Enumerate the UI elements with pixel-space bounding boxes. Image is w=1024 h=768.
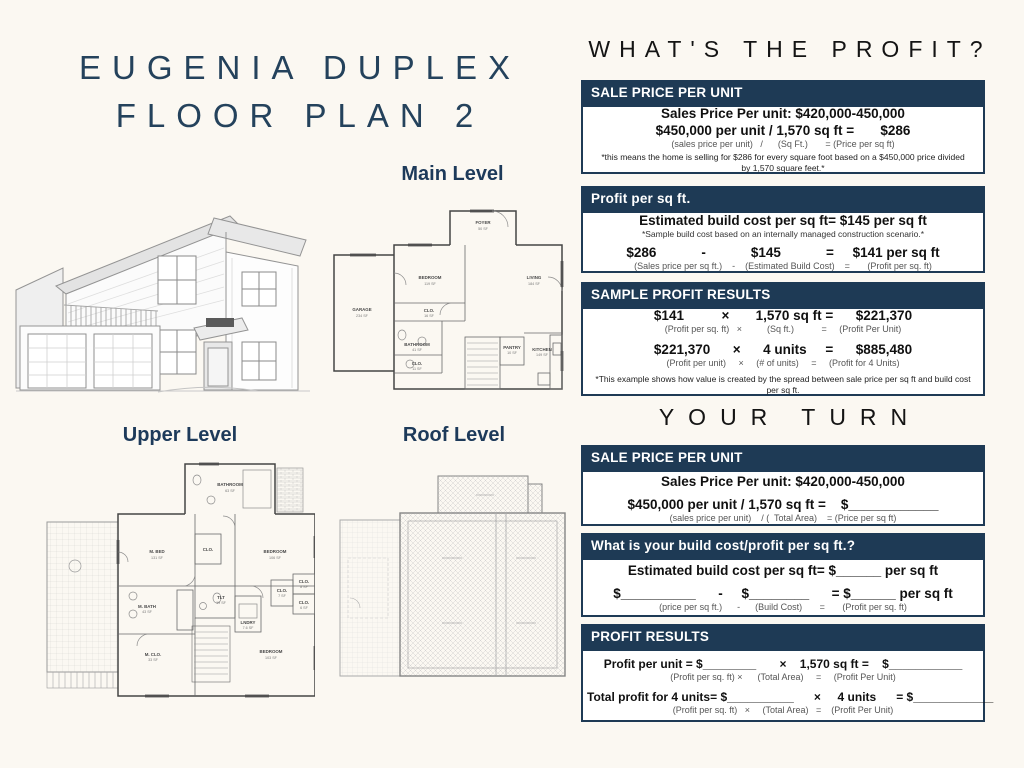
room-label: BEDROOM: [418, 275, 442, 280]
door-arcs: [118, 516, 263, 646]
your-price-equation-blank[interactable]: $450,000 per unit / 1,570 sq ft = $____________: [627, 496, 939, 512]
profit-results-header: PROFIT RESULTS: [581, 624, 985, 649]
total-profit-equation: $221,370 × 4 units = $885,480: [653, 341, 913, 357]
your-profit-per-unit-labels: (Profit per sq. ft) × (Total Area) = (Profit Per Unit): [670, 671, 896, 682]
svg-text:41 SF: 41 SF: [412, 348, 422, 352]
document-title-line1: EUGENIA DUPLEX: [79, 49, 521, 86]
profit-equation-labels: (Sales price per sq ft.) - (Estimated Build Cost) = (Profit per sq. ft): [634, 261, 932, 271]
total-profit-equation-labels: (Profit per unit) × (# of units) = (Profit for 4 Units): [666, 357, 900, 368]
room-label: BEDROOM: [259, 649, 283, 654]
room-label: CLO.: [298, 579, 310, 584]
sale-price-box: [581, 80, 985, 174]
room-label: LIVING: [526, 275, 542, 280]
stair-treads: [192, 626, 230, 682]
your-turn-title: YOUR TURN: [658, 404, 922, 430]
svg-text:234 SF: 234 SF: [356, 314, 368, 318]
roof-level-plan: [338, 458, 570, 700]
room-label: TLT: [217, 595, 225, 600]
upper-window: [158, 256, 196, 304]
svg-text:103 SF: 103 SF: [265, 656, 277, 660]
svg-text:7 SF: 7 SF: [278, 594, 286, 598]
room-label: M. BATH: [138, 604, 156, 609]
tower-lower-window: [242, 342, 276, 380]
room-label: PANTRY: [503, 345, 521, 350]
svg-text:11 SF: 11 SF: [412, 367, 422, 371]
main-level-label: Main Level: [401, 163, 504, 185]
room-label: CLO.: [423, 308, 435, 313]
svg-text:149 SF: 149 SF: [536, 353, 548, 357]
your-build-cost-header: What is your build cost/profit per sq ft.?: [581, 533, 985, 558]
upper-level-label: Upper Level: [122, 424, 238, 446]
room-label: CLO.: [202, 547, 214, 552]
deck: [47, 522, 118, 672]
your-sales-price-line: Sales Price Per unit: $420,000-450,000: [661, 473, 905, 489]
room-label: FOYER: [475, 220, 491, 225]
your-total-profit-labels: (Profit per sq. ft) × (Total Area) = (Profit Per Unit): [672, 704, 894, 715]
svg-text:10 SF: 10 SF: [507, 351, 517, 355]
profit-per-sqft-box: [581, 186, 985, 273]
sale-price-footnote: *this means the home is selling for $286 for every square foot based on a $450,000 price divided by 1,570 square feet.*: [601, 151, 965, 173]
profit-per-unit-equation-labels: (Profit per sq. ft) × (Sq ft.) = (Profit Per Unit): [664, 323, 902, 334]
room-label: M. CLO.: [144, 652, 162, 657]
windows: [350, 210, 563, 371]
main-level-plan: [332, 203, 570, 401]
your-profit-equation-blank[interactable]: $__________ - $________ = $______ per sq ft: [613, 586, 953, 601]
garage-door: [28, 334, 86, 388]
sample-profit-results-header: SAMPLE PROFIT RESULTS: [581, 282, 985, 307]
whats-the-profit-title: WHAT'S THE PROFIT?: [588, 36, 992, 62]
room-label: CLO.: [276, 588, 288, 593]
garage-door: [94, 334, 152, 388]
svg-text:106 SF: 106 SF: [269, 556, 281, 560]
room-label: GARAGE: [352, 307, 372, 312]
build-cost-line: Estimated build cost per sq ft= $145 per sq ft: [639, 213, 927, 228]
your-build-cost-line-blank[interactable]: Estimated build cost per sq ft= $______ per sq ft: [627, 563, 939, 578]
room-label: BEDROOM: [263, 549, 287, 554]
profit-per-unit-equation: $141 × 1,570 sq ft = $221,370: [653, 307, 913, 323]
sale-price-box-header: SALE PRICE PER UNIT: [581, 80, 985, 105]
upper-level-plan: [45, 456, 315, 704]
svg-text:19 SF: 19 SF: [216, 601, 226, 605]
room-label: CLO.: [411, 361, 423, 366]
svg-text:16 SF: 16 SF: [424, 314, 434, 318]
your-build-cost-box: [581, 533, 985, 617]
your-profit-equation-labels: (price per sq ft.) - (Build Cost) = (Profit per sq. ft): [659, 602, 907, 612]
lower-window: [158, 330, 196, 374]
sample-results-footnote: *This example shows how value is created by the spread between sale price per sq ft and build cost per sq ft.: [595, 373, 971, 395]
tower-upper-window: [242, 272, 276, 306]
svg-text:33 SF: 33 SF: [148, 658, 158, 662]
svg-text:7.6 SF: 7.6 SF: [242, 626, 254, 630]
address-sign: [206, 318, 234, 327]
svg-text:131 SF: 131 SF: [151, 556, 163, 560]
room-label: LNDRY: [240, 620, 256, 625]
svg-text:6 SF: 6 SF: [300, 606, 308, 610]
svg-text:63 SF: 63 SF: [225, 489, 235, 493]
room-label: CLO.: [298, 600, 310, 605]
your-sale-price-box: [581, 445, 985, 526]
document-title-line2: FLOOR PLAN 2: [115, 97, 485, 134]
svg-text:50 SF: 50 SF: [478, 227, 488, 231]
svg-text:119 SF: 119 SF: [424, 282, 436, 286]
price-per-sqft-equation-labels: (sales price per unit) / (Sq Ft.) = (Price per sq ft): [671, 138, 895, 149]
duplex-elevation-sketch: [8, 192, 320, 410]
stair-treads: [467, 343, 498, 385]
svg-text:43 SF: 43 SF: [142, 610, 152, 614]
roof-patch: [277, 468, 303, 512]
roof-deck: [340, 520, 400, 676]
your-profit-per-unit-blank[interactable]: Profit per unit = $________ × 1,570 sq ft = $___________: [603, 656, 963, 671]
deck-stairs: [47, 672, 118, 688]
price-per-sqft-equation: $450,000 per unit / 1,570 sq ft = $286: [655, 122, 911, 138]
profit-results-box: [581, 624, 994, 722]
main-roof: [400, 513, 565, 676]
build-cost-note: *Sample build cost based on an internally managed construction scenario.*: [641, 229, 925, 239]
your-total-profit-blank[interactable]: Total profit for 4 units= $__________ × 4 units = $____________: [587, 689, 994, 704]
roof-level-label: Roof Level: [402, 424, 506, 446]
document-title: [10, 44, 590, 140]
your-sale-price-header: SALE PRICE PER UNIT: [581, 445, 985, 470]
your-price-equation-labels: (sales price per unit) / ( Total Area) = (Price per sq ft): [669, 512, 897, 523]
room-label: BATHROOM: [217, 482, 243, 487]
svg-text:8 SF: 8 SF: [300, 585, 308, 589]
svg-text:184 SF: 184 SF: [528, 282, 540, 286]
entry-door: [204, 342, 232, 390]
room-label: KITCHEN: [532, 347, 552, 352]
profit-equation: $286 - $145 = $141 per sq ft: [626, 245, 940, 260]
sample-profit-results-box: [581, 282, 985, 396]
sales-price-line: Sales Price Per unit: $420,000-450,000: [661, 105, 905, 121]
room-label: BATHROOM: [404, 342, 430, 347]
room-label: M. BED: [149, 549, 165, 554]
roof-dormer: [438, 476, 528, 513]
profit-per-sqft-header: Profit per sq ft.: [581, 186, 985, 211]
